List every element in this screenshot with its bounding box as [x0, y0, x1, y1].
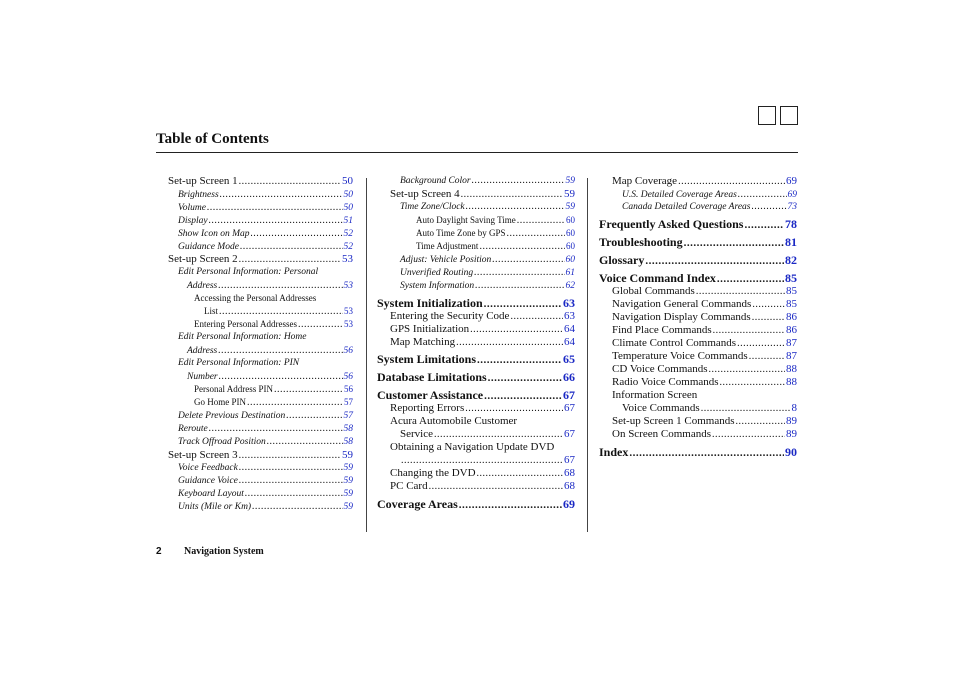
- page-link[interactable]: 85: [786, 298, 797, 310]
- dot-leader: [401, 456, 563, 466]
- toc-section-heading: [377, 498, 575, 511]
- page-link[interactable]: 78: [785, 217, 797, 231]
- toc-entry: [178, 463, 353, 474]
- dot-leader: [709, 365, 785, 375]
- page-link[interactable]: 67: [564, 428, 575, 440]
- toc-entry-title: Delete Previous Destination: [178, 411, 286, 421]
- page-link[interactable]: 58: [343, 424, 353, 434]
- toc-entry: [187, 346, 353, 357]
- page-link[interactable]: 52: [343, 229, 353, 239]
- dot-leader: [678, 177, 785, 187]
- dot-leader: [239, 255, 341, 265]
- toc-entry: [612, 325, 797, 336]
- page-link[interactable]: 61: [565, 268, 575, 278]
- page-link[interactable]: 59: [564, 188, 575, 200]
- page-link[interactable]: 66: [563, 370, 575, 384]
- dot-leader: [209, 424, 343, 434]
- toc-entry-title: Time Zone/Clock: [400, 202, 465, 212]
- toc-entry: [612, 338, 797, 349]
- toc-entry-title: Reporting Errors: [390, 402, 465, 414]
- page-link[interactable]: 67: [564, 454, 575, 466]
- dot-leader: [484, 299, 562, 310]
- page-link[interactable]: 8: [791, 402, 797, 414]
- dot-leader: [736, 417, 785, 427]
- toc-entry: [178, 268, 318, 278]
- toc-entry-title: Temperature Voice Commands: [612, 350, 748, 362]
- toc-entry-title: Global Commands: [612, 285, 695, 297]
- dot-leader: [713, 326, 785, 336]
- toc-entry-title: Edit Personal Information: PIN: [178, 358, 300, 368]
- page-link[interactable]: 58: [343, 437, 353, 447]
- toc-entry-title: Voice Feedback: [178, 463, 238, 473]
- toc-entry-title: Set-up Screen 2: [168, 253, 238, 265]
- toc-entry-title: Navigation General Commands: [612, 298, 752, 310]
- toc-entry-title: Index: [599, 445, 629, 459]
- page-link[interactable]: 59: [565, 176, 575, 186]
- toc-entry: [168, 254, 353, 265]
- toc-entry: [178, 502, 353, 513]
- toc-entry: [400, 268, 575, 279]
- dot-leader: [459, 500, 562, 511]
- toc-section-heading: [599, 218, 797, 231]
- page-link[interactable]: 56: [343, 372, 353, 382]
- page-title: Table of Contents: [156, 131, 269, 147]
- footer-section-title: Navigation System: [184, 546, 264, 557]
- dot-leader: [484, 391, 562, 402]
- toc-entry-title: Set-up Screen 1 Commands: [612, 415, 735, 427]
- dot-leader: [274, 385, 343, 395]
- page-link[interactable]: 59: [343, 489, 353, 499]
- page-number: 2: [156, 546, 162, 557]
- page-link[interactable]: 90: [785, 445, 797, 459]
- page-link[interactable]: 50: [342, 175, 353, 187]
- dot-leader: [752, 202, 787, 212]
- page-link[interactable]: 53: [344, 306, 353, 316]
- dot-leader: [247, 398, 343, 408]
- toc-entry-title: Display: [178, 216, 208, 226]
- page-link[interactable]: 50: [343, 190, 353, 200]
- page-link[interactable]: 85: [786, 285, 797, 297]
- previous-page-button[interactable]: [758, 106, 776, 125]
- toc-entry-title: Service: [400, 428, 433, 440]
- page-link[interactable]: 65: [563, 352, 575, 366]
- toc-entry-title: Guidance Voice: [178, 476, 238, 486]
- page-link[interactable]: 60: [566, 215, 575, 225]
- page-link[interactable]: 62: [565, 281, 575, 291]
- toc-entry-title: Voice Command Index: [599, 271, 716, 285]
- dot-leader: [720, 378, 785, 388]
- toc-entry: [400, 176, 575, 187]
- dot-leader: [239, 476, 343, 486]
- toc-entry: [178, 359, 299, 369]
- toc-entry: [612, 351, 797, 362]
- toc-entry: [390, 403, 575, 414]
- dot-leader: [239, 177, 341, 187]
- page-link[interactable]: 67: [564, 402, 575, 414]
- toc-entry-title: U.S. Detailed Coverage Areas: [622, 190, 737, 200]
- toc-entry-title: Glossary: [599, 253, 645, 267]
- dot-leader: [429, 482, 563, 492]
- page-link[interactable]: 68: [564, 467, 575, 479]
- page-link[interactable]: 64: [564, 323, 575, 335]
- toc-entry-title: List: [204, 306, 219, 316]
- dot-leader: [479, 242, 565, 252]
- toc-entry-title: Frequently Asked Questions: [599, 217, 744, 231]
- toc-entry-title: Accessing the Personal Addresses: [194, 293, 317, 303]
- page-link[interactable]: 85: [785, 271, 797, 285]
- toc-entry: [178, 203, 353, 214]
- toc-entry-title: Entering the Security Code: [390, 310, 510, 322]
- page-link[interactable]: 59: [342, 449, 353, 461]
- toc-entry: [187, 372, 353, 383]
- page-link[interactable]: 63: [564, 310, 575, 322]
- toc-entry-title: Auto Daylight Saving Time: [416, 215, 516, 225]
- toc-entry-title: Radio Voice Commands: [612, 376, 719, 388]
- dot-leader: [629, 448, 784, 459]
- page-link[interactable]: 57: [344, 397, 353, 407]
- page-link[interactable]: 59: [565, 202, 575, 212]
- toc-entry: [622, 403, 797, 414]
- toc-entry: [416, 229, 575, 239]
- page-link[interactable]: 86: [786, 311, 797, 323]
- dot-leader: [701, 404, 791, 414]
- toc-entry: [178, 333, 307, 343]
- toc-entry-title: GPS Initialization: [390, 323, 470, 335]
- dot-leader: [470, 325, 563, 335]
- toc-entry-title: Set-up Screen 1: [168, 175, 238, 187]
- toc-section-heading: [377, 297, 575, 310]
- column-divider-2: [587, 178, 588, 532]
- dot-leader: [239, 463, 343, 473]
- toc-entry-title: Address: [187, 346, 218, 356]
- toc-entry-title: Track Offroad Position: [178, 437, 266, 447]
- toc-entry-title: Voice Commands: [622, 402, 700, 414]
- dot-leader: [488, 373, 562, 384]
- page-link[interactable]: 64: [564, 336, 575, 348]
- toc-entry: [612, 286, 797, 297]
- toc-entry-title: PC Card: [390, 480, 428, 492]
- page-link[interactable]: 69: [786, 175, 797, 187]
- dot-leader: [477, 355, 562, 366]
- dot-leader: [510, 312, 563, 322]
- page-link[interactable]: 50: [343, 203, 353, 213]
- toc-entry-title: Volume: [178, 203, 206, 213]
- dot-leader: [434, 430, 563, 440]
- toc-section-heading: [599, 236, 797, 249]
- toc-entry-title: Find Place Commands: [612, 324, 712, 336]
- page-link[interactable]: 89: [786, 415, 797, 427]
- toc-section-heading: [599, 446, 797, 459]
- dot-leader: [219, 307, 343, 317]
- dot-leader: [239, 451, 341, 461]
- toc-entry: [178, 476, 353, 487]
- dot-leader: [737, 339, 785, 349]
- toc-entry: [178, 411, 353, 422]
- page-link[interactable]: 81: [785, 235, 797, 249]
- dot-leader: [286, 411, 342, 421]
- page-link[interactable]: 87: [786, 337, 797, 349]
- toc-entry: [204, 307, 353, 317]
- page-link[interactable]: 60: [566, 228, 575, 238]
- toc-entry-title: Reroute: [178, 424, 208, 434]
- toc-entry: [168, 176, 353, 187]
- toc-entry-title: Entering Personal Addresses: [194, 319, 297, 329]
- dot-leader: [696, 287, 785, 297]
- dot-leader: [517, 216, 565, 226]
- toc-entry-title: Map Matching: [390, 336, 456, 348]
- toc-entry: [390, 481, 575, 492]
- toc-entry: [416, 216, 575, 226]
- dot-leader: [749, 352, 785, 362]
- toc-entry-title: System Initialization: [377, 296, 483, 310]
- dot-leader: [472, 176, 565, 186]
- dot-leader: [207, 203, 343, 213]
- dot-leader: [267, 437, 343, 447]
- title-divider: [156, 152, 798, 153]
- dot-leader: [492, 255, 564, 265]
- dot-leader: [752, 313, 785, 323]
- toc-section-heading: [599, 272, 797, 285]
- toc-entry: [194, 398, 353, 408]
- toc-entry-title: Obtaining a Navigation Update DVD: [390, 441, 555, 453]
- dot-leader: [744, 220, 784, 231]
- dot-leader: [475, 281, 564, 291]
- toc-entry-title: Address: [187, 281, 218, 291]
- dot-leader: [456, 338, 563, 348]
- toc-entry: [612, 299, 797, 310]
- dot-leader: [477, 469, 563, 479]
- page-link[interactable]: 57: [343, 411, 353, 421]
- toc-entry-title: Number: [187, 372, 218, 382]
- toc-entry-title: Guidance Mode: [178, 242, 239, 252]
- toc-entry: [612, 416, 797, 427]
- page-link[interactable]: 53: [342, 253, 353, 265]
- toc-entry-title: Customer Assistance: [377, 388, 484, 402]
- nav-buttons: [758, 106, 798, 125]
- dot-leader: [645, 256, 784, 267]
- toc-entry-title: Brightness: [178, 190, 219, 200]
- toc-entry-title: Acura Automobile Customer: [390, 415, 518, 427]
- toc-entry-title: Units (Mile or Km): [178, 502, 252, 512]
- toc-entry: [390, 324, 575, 335]
- page-link[interactable]: 69: [787, 190, 797, 200]
- toc-entry-title: Adjust: Vehicle Position: [400, 255, 492, 265]
- toc-entry-title: CD Voice Commands: [612, 363, 708, 375]
- dot-leader: [738, 190, 787, 200]
- toc-entry: [194, 294, 316, 303]
- toc-entry-title: Set-up Screen 4: [390, 188, 460, 200]
- dot-leader: [298, 320, 343, 330]
- toc-section-heading: [377, 389, 575, 402]
- page-link[interactable]: 59: [343, 463, 353, 473]
- toc-entry-title: Keyboard Layout: [178, 489, 244, 499]
- dot-leader: [507, 229, 565, 239]
- page-link[interactable]: 88: [786, 363, 797, 375]
- toc-entry-title: Information Screen: [612, 389, 698, 401]
- page-link[interactable]: 73: [787, 202, 797, 212]
- toc-entry: [416, 242, 575, 252]
- dot-leader: [240, 242, 343, 252]
- toc-entry-title: On Screen Commands: [612, 428, 711, 440]
- page-link[interactable]: 53: [344, 319, 353, 329]
- toc-entry-title: Personal Address PIN: [194, 384, 273, 394]
- dot-leader: [465, 404, 563, 414]
- toc-entry-title: Edit Personal Information: Home: [178, 332, 307, 342]
- dot-leader: [220, 190, 343, 200]
- toc-entry-title: Database Limitations: [377, 370, 487, 384]
- toc-entry-title: Edit Personal Information: Personal: [178, 267, 319, 277]
- dot-leader: [717, 274, 784, 285]
- toc-entry: [622, 190, 797, 201]
- dot-leader: [209, 216, 343, 226]
- toc-entry: [400, 202, 575, 213]
- dot-leader: [218, 346, 342, 356]
- dot-leader: [252, 502, 342, 512]
- toc-entry: [178, 229, 353, 240]
- page-link[interactable]: 60: [566, 241, 575, 251]
- toc-entry: [194, 320, 353, 330]
- dot-leader: [684, 238, 784, 249]
- page-link[interactable]: 51: [343, 216, 353, 226]
- next-page-button[interactable]: [780, 106, 798, 125]
- page-link[interactable]: 52: [343, 242, 353, 252]
- toc-entry: [178, 216, 353, 227]
- page-link[interactable]: 87: [786, 350, 797, 362]
- page-link[interactable]: 53: [343, 281, 353, 291]
- page-link[interactable]: 63: [563, 296, 575, 310]
- toc-entry-title: Unverified Routing: [400, 268, 474, 278]
- toc-entry: [178, 424, 353, 435]
- toc-entry: [390, 468, 575, 479]
- toc-entry: [390, 416, 517, 427]
- toc-entry: [178, 190, 353, 201]
- toc-entry: [178, 242, 353, 253]
- toc-entry: [612, 429, 797, 440]
- toc-entry: [390, 189, 575, 200]
- column-divider-1: [366, 178, 367, 532]
- page-link[interactable]: 82: [785, 253, 797, 267]
- dot-leader: [251, 229, 343, 239]
- toc-entry: [622, 202, 797, 213]
- toc-entry: [400, 281, 575, 292]
- toc-entry: [168, 450, 353, 461]
- page-link[interactable]: 67: [563, 388, 575, 402]
- toc-entry: [187, 281, 353, 292]
- toc-entry: [400, 429, 575, 440]
- toc-section-heading: [599, 254, 797, 267]
- toc-entry: [612, 390, 697, 401]
- page-link[interactable]: 86: [786, 324, 797, 336]
- toc-entry: [612, 176, 797, 187]
- page-link[interactable]: 88: [786, 376, 797, 388]
- page-link[interactable]: 60: [565, 255, 575, 265]
- toc-entry: [612, 364, 797, 375]
- dot-leader: [466, 202, 565, 212]
- dot-leader: [219, 372, 343, 382]
- toc-entry: [178, 489, 353, 500]
- toc-entry-title: System Information: [400, 281, 475, 291]
- page-link[interactable]: 59: [343, 502, 353, 512]
- toc-entry-title: System Limitations: [377, 352, 476, 366]
- dot-leader: [474, 268, 564, 278]
- toc-entry-title: Map Coverage: [612, 175, 678, 187]
- toc-entry-title: Troubleshooting: [599, 235, 683, 249]
- toc-entry-title: Coverage Areas: [377, 497, 458, 511]
- dot-leader: [245, 489, 343, 499]
- dot-leader: [752, 300, 785, 310]
- toc-entry-title: Climate Control Commands: [612, 337, 737, 349]
- toc-entry-title: Set-up Screen 3: [168, 449, 238, 461]
- toc-entry-title: Background Color: [400, 176, 471, 186]
- toc-entry-title: Auto Time Zone by GPS: [416, 228, 506, 238]
- toc-entry: [390, 337, 575, 348]
- toc-section-heading: [377, 353, 575, 366]
- page-link[interactable]: 68: [564, 480, 575, 492]
- page-link[interactable]: 56: [343, 346, 353, 356]
- dot-leader: [461, 190, 563, 200]
- page-link[interactable]: 56: [344, 384, 353, 394]
- page-link[interactable]: 59: [343, 476, 353, 486]
- toc-entry: [194, 385, 353, 395]
- page-link[interactable]: 69: [563, 497, 575, 511]
- dot-leader: [712, 430, 785, 440]
- toc-entry: [612, 377, 797, 388]
- toc-entry: [612, 312, 797, 323]
- toc-entry: [390, 442, 554, 453]
- toc-entry-title: Show Icon on Map: [178, 229, 250, 239]
- toc-entry: [400, 255, 575, 266]
- dot-leader: [218, 281, 342, 291]
- toc-entry: [390, 311, 575, 322]
- toc-section-heading: [377, 371, 575, 384]
- page-link[interactable]: 89: [786, 428, 797, 440]
- toc-entry: [178, 437, 353, 448]
- toc-entry-title: Go Home PIN: [194, 397, 246, 407]
- toc-entry-title: Time Adjustment: [416, 241, 479, 251]
- toc-entry-title: Changing the DVD: [390, 467, 476, 479]
- toc-entry: [400, 455, 575, 466]
- toc-entry-title: Navigation Display Commands: [612, 311, 751, 323]
- toc-entry-title: Canada Detailed Coverage Areas: [622, 202, 751, 212]
